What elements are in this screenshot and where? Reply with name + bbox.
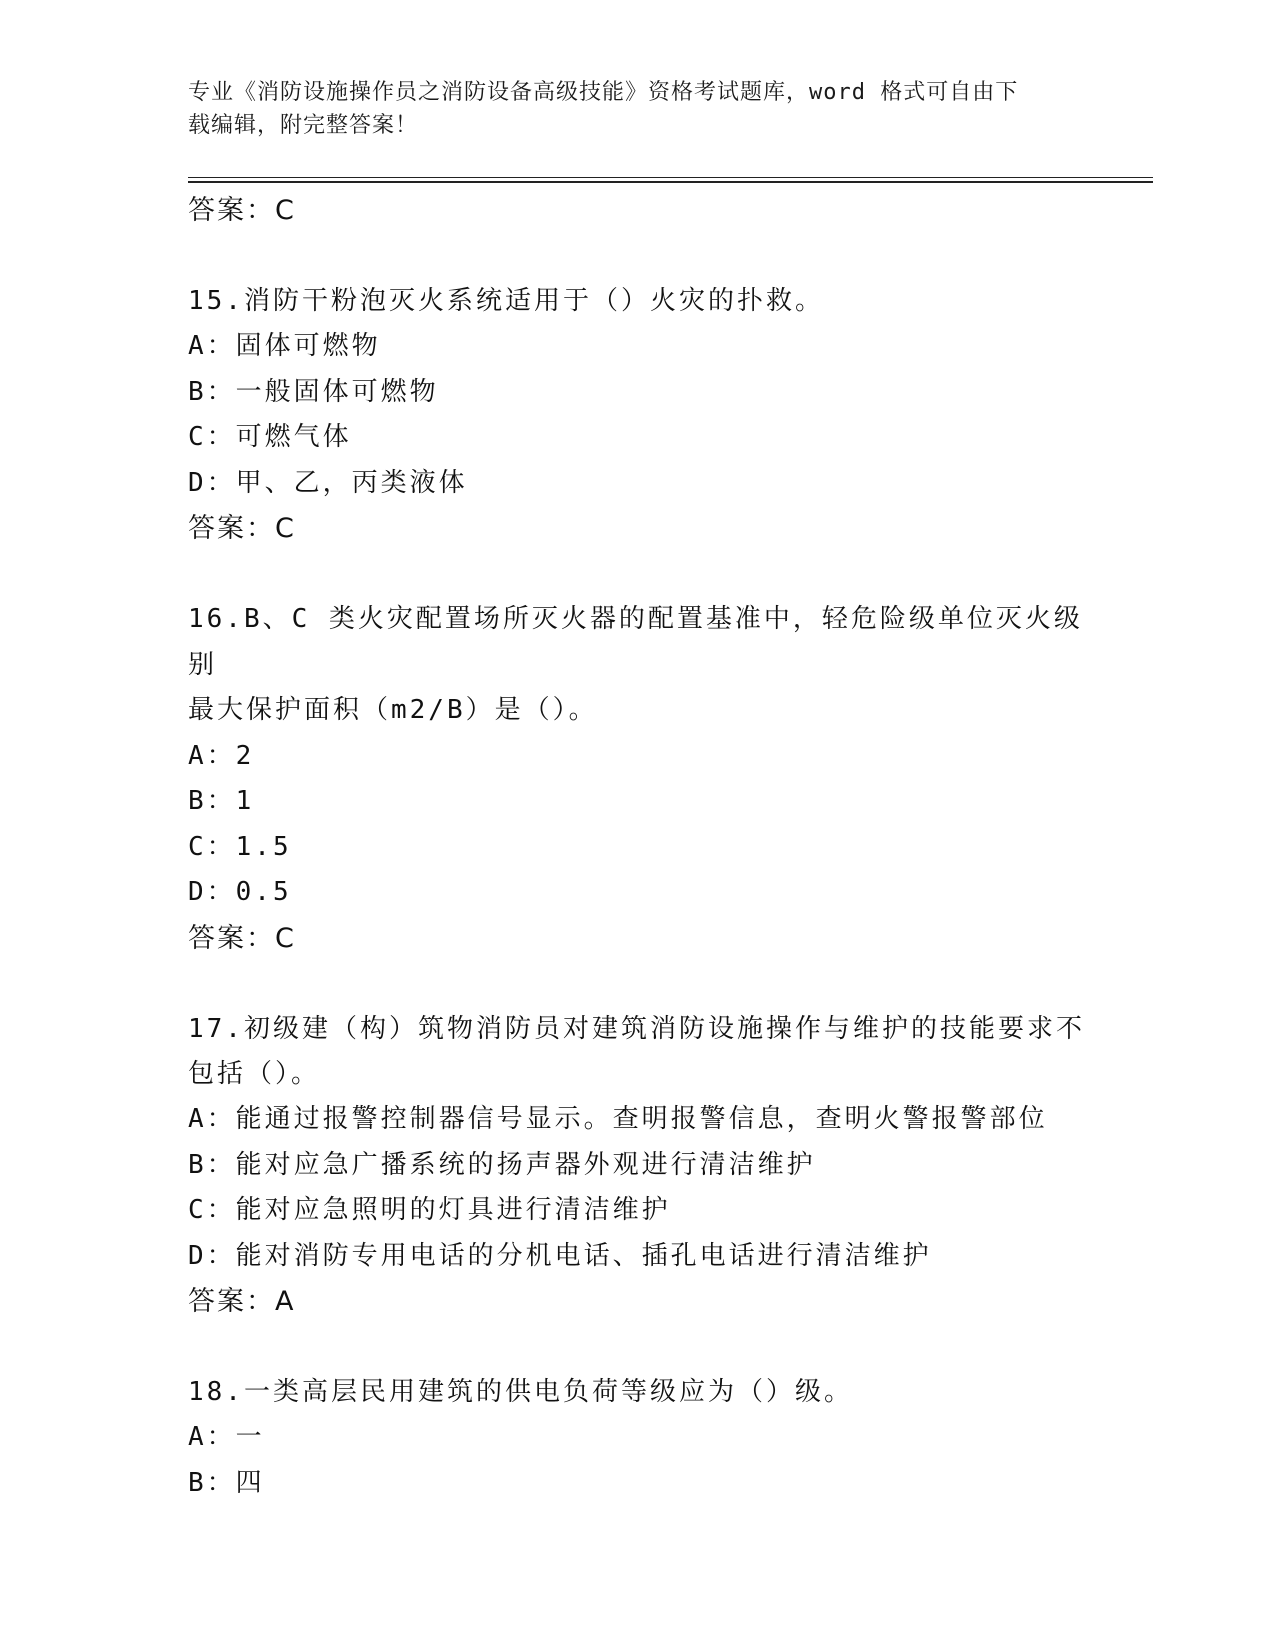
- option-a: A：能通过报警控制器信号显示。查明报警信息，查明火警报警部位: [188, 1104, 1048, 1134]
- question-text-continued: 包括（）。: [188, 1058, 321, 1089]
- question-text-continued: 最大保护面积（m2/B）是（）。: [188, 695, 598, 725]
- option-d: D：0.5: [188, 877, 292, 907]
- question-block: [188, 596, 1088, 962]
- header-divider-thick: [188, 181, 1153, 183]
- option-c: C：能对应急照明的灯具进行清洁维护: [188, 1195, 671, 1225]
- question-block: [188, 1369, 1088, 1506]
- option-c: C：1.5: [188, 831, 292, 862]
- answer-line: 答案：A: [188, 1286, 296, 1317]
- question-text: 16.B、C 类火灾配置场所灭火器的配置基准中，轻危险级单位灭火级别: [188, 604, 1083, 680]
- option-b: B：四: [188, 1467, 265, 1498]
- header-line-2: 载编辑，附完整答案！: [188, 113, 419, 138]
- option-a: A：2: [188, 740, 255, 771]
- question-text: 18.一类高层民用建筑的供电负荷等级应为（）级。: [188, 1377, 853, 1407]
- question-block: [188, 278, 1088, 552]
- question-text: 15.消防干粉泡灭火系统适用于（）火灾的扑救。: [188, 286, 824, 316]
- option-c: C：可燃气体: [188, 422, 352, 452]
- header-divider-thin: [188, 177, 1153, 178]
- question-list: [188, 188, 1088, 1506]
- option-a: A：固体可燃物: [188, 331, 381, 361]
- answer-line: 答案：C: [188, 513, 296, 544]
- page-header: [188, 76, 1088, 142]
- header-line-1: 专业《消防设施操作员之消防设备高级技能》资格考试题库，word 格式可自由下: [188, 80, 1019, 105]
- question-text: 17.初级建（构）筑物消防员对建筑消防设施操作与维护的技能要求不: [188, 1013, 1085, 1044]
- option-b: B：一般固体可燃物: [188, 376, 439, 407]
- option-b: B：能对应急广播系统的扬声器外观进行清洁维护: [188, 1149, 816, 1180]
- option-a: A：一: [188, 1422, 265, 1452]
- question-block: [188, 1006, 1088, 1326]
- option-d: D：甲、乙，丙类液体: [188, 467, 468, 498]
- answer-line: 答案：C: [188, 922, 296, 954]
- answer-line: 答案：C: [188, 195, 296, 226]
- option-b: B：1: [188, 786, 255, 816]
- option-d: D：能对消防专用电话的分机电话、插孔电话进行清洁维护: [188, 1240, 932, 1271]
